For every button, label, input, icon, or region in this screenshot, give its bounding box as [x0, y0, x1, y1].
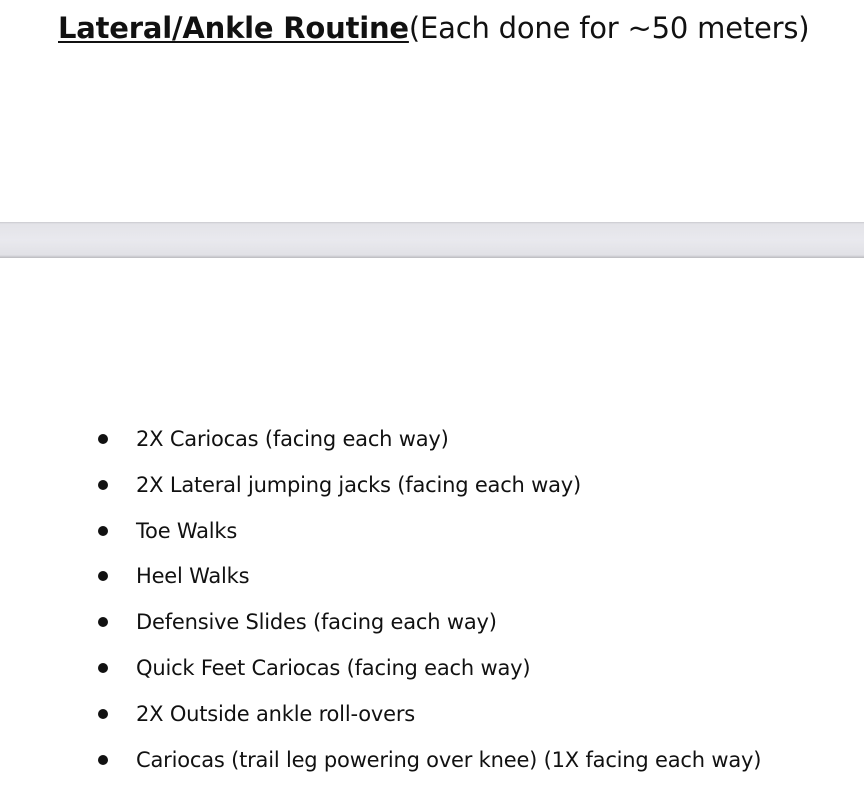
- list-item-text: Defensive Slides (facing each way): [136, 610, 497, 635]
- bullet-icon: [98, 480, 108, 490]
- page-top: [0, 0, 864, 222]
- bullet-icon: [98, 709, 108, 719]
- bullet-icon: [98, 755, 108, 765]
- page-break-divider: [0, 222, 864, 258]
- list-item-text: Cariocas (trail leg powering over knee) (1X facing each way): [136, 747, 762, 772]
- bullet-icon: [98, 663, 108, 673]
- bullet-icon: [98, 526, 108, 536]
- list-item-text: Heel Walks: [136, 564, 250, 589]
- title-note: (Each done for ~50 meters): [408, 11, 810, 45]
- list-item-text: 2X Outside ankle roll-overs: [136, 701, 415, 726]
- list-item-text: Quick Feet Cariocas (facing each way): [136, 655, 531, 680]
- title-main: Lateral/Ankle Routine: [58, 11, 409, 45]
- page-bottom: [0, 258, 864, 800]
- bullet-icon: [98, 434, 108, 444]
- list-item-text: Toe Walks: [136, 518, 238, 543]
- list-item-text: 2X Cariocas (facing each way): [136, 427, 449, 451]
- list-item-text: 2X Lateral jumping jacks (facing each way): [136, 472, 581, 497]
- document-title: [58, 10, 809, 46]
